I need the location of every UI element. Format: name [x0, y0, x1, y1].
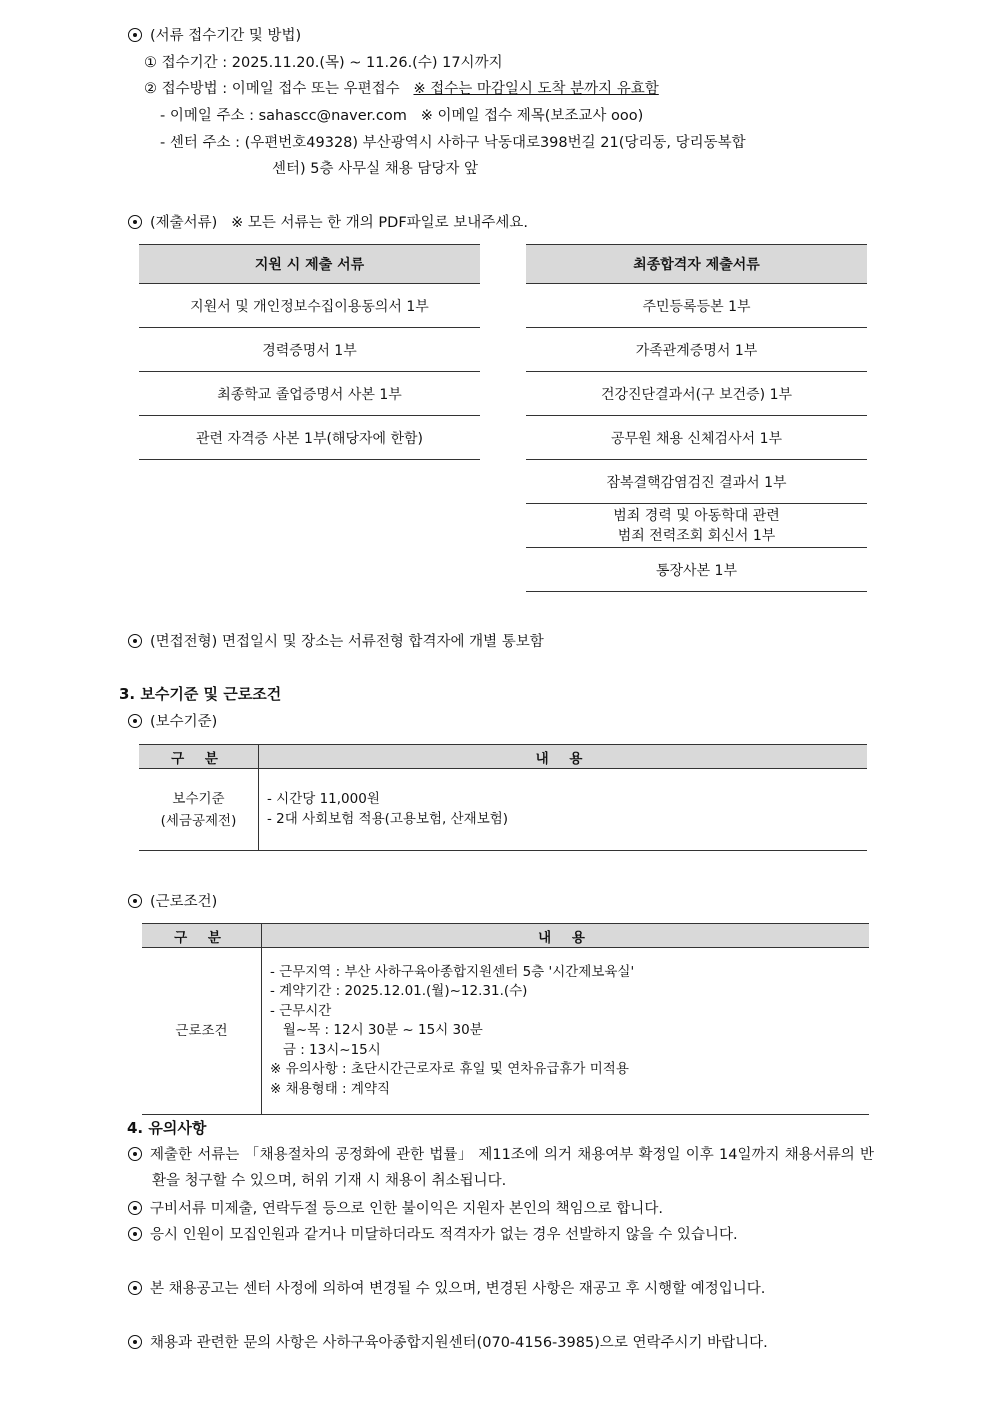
target-bullet-icon — [128, 1201, 142, 1215]
target-bullet-icon — [128, 28, 142, 42]
target-bullet-icon — [128, 894, 142, 908]
documents-header: (제출서류) ※ 모든 서류는 한 개의 PDF파일로 보내주세요. — [128, 211, 528, 232]
apply-documents-title: 지원 시 제출 서류 — [139, 245, 480, 284]
submission-method-note: ※ 접수는 마감일시 도착 분까지 유효함 — [413, 81, 659, 97]
section4-note-3: 응시 인원이 모집인원과 같거나 미달하더라도 적격자가 없는 경우 선발하지 않을 수 있습니다. — [128, 1222, 874, 1248]
section4-note-2: 구비서류 미제출, 연락두절 등으로 인한 불이익은 지원자 본인의 책임으로 합니다. — [128, 1196, 874, 1222]
table-row: 통장사본 1부 — [526, 548, 867, 592]
final-documents-table — [526, 244, 867, 592]
table-row: 가족관계증명서 1부 — [526, 328, 867, 372]
submission-address-line1: - 센터 주소 : (우편번호49328) 부산광역시 사하구 낙동대로398번길 21(당리동, 당리동복합 — [160, 135, 746, 151]
section4-note-5: 채용과 관련한 문의 사항은 사하구육아종합지원센터(070-4156-3985)으로 연락주시기 바랍니다. — [128, 1330, 874, 1356]
section4-note-4: 본 채용공고는 센터 사정에 의하여 변경될 수 있으며, 변경된 사항은 재공고 후 시행할 예정입니다. — [128, 1276, 874, 1302]
section4-title: 4. 유의사항 — [127, 1119, 207, 1137]
target-bullet-icon — [128, 634, 142, 648]
table-row: 건강진단결과서(구 보건증) 1부 — [526, 372, 867, 416]
table-row: 최종학교 졸업증명서 사본 1부 — [139, 372, 480, 416]
target-bullet-icon — [128, 1147, 142, 1161]
pay-header: (보수기준) — [128, 710, 217, 731]
table-row: 범죄 경력 및 아동학대 관련 범죄 전력조회 회신서 1부 — [526, 504, 867, 548]
submission-email: - 이메일 주소 : sahascc@naver.com ※ 이메일 접수 제목(보조교사 ooo) — [160, 108, 644, 124]
pay-table: 구 분 내 용 보수기준 (세금공제전) - 시간당 11,000원 - 2대 사회보험 적용(고용보험, 산재보험) — [139, 744, 867, 851]
target-bullet-icon — [128, 1281, 142, 1295]
work-table: 구 분 내 용 근로조건 - 근무지역 : 부산 사하구육아종합지원센터 5층 '시간제보육실' - 계약기간 : 2025.12.01.(월)~12.31.(수) - 근무시간 월~목 : 12시 30분 ~ 15시 30분 금 : 13시~15시 ※ 유의사항 : 초단시간근로자로 휴일 및 연차유급휴가 미적용 ※ 채용형태 : 계약직 — [142, 923, 869, 1115]
table-row: 관련 자격증 사본 1부(해당자에 한함) — [139, 416, 480, 460]
table-row: 지원서 및 개인정보수집이용동의서 1부 — [139, 284, 480, 328]
table-row: 주민등록등본 1부 — [526, 284, 867, 328]
table-row: 잠복결핵감염검진 결과서 1부 — [526, 460, 867, 504]
table-row: 공무원 채용 신체검사서 1부 — [526, 416, 867, 460]
apply-documents-table — [139, 244, 480, 460]
section4-note-1: 제출한 서류는 「채용절차의 공정화에 관한 법률」 제11조에 의거 채용여부 확정일 이후 14일까지 채용서류의 반환을 청구할 수 있으며, 허위 기재 시 채용이 취소됩니다. — [128, 1142, 874, 1194]
submission-period: ① 접수기간 : 2025.11.20.(목) ~ 11.26.(수) 17시까지 — [144, 55, 503, 71]
submission-header: (서류 접수기간 및 방법) — [128, 24, 301, 45]
submission-method: ② 접수방법 : 이메일 접수 또는 우편접수 ※ 접수는 마감일시 도착 분까지 유효함 — [144, 81, 659, 97]
table-row: 근로조건 - 근무지역 : 부산 사하구육아종합지원센터 5층 '시간제보육실' - 계약기간 : 2025.12.01.(월)~12.31.(수) - 근무시간 월~목 : 12시 30분 ~ 15시 30분 금 : 13시~15시 ※ 유의사항 : 초단시간근로자로 휴일 및 연차유급휴가 미적용 ※ 채용형태 : 계약직 — [142, 948, 869, 1115]
target-bullet-icon — [128, 215, 142, 229]
section3-title: 3. 보수기준 및 근로조건 — [119, 685, 282, 703]
target-bullet-icon — [128, 1227, 142, 1241]
work-header: (근로조건) — [128, 890, 217, 911]
target-bullet-icon — [128, 1335, 142, 1349]
interview-note: (면접전형) 면접일시 및 장소는 서류전형 합격자에 개별 통보함 — [128, 630, 544, 651]
submission-address-line2: 센터) 5층 사무실 채용 담당자 앞 — [272, 161, 479, 177]
table-row: 보수기준 (세금공제전) - 시간당 11,000원 - 2대 사회보험 적용(고용보험, 산재보험) — [139, 769, 867, 851]
final-documents-title: 최종합격자 제출서류 — [526, 245, 867, 284]
table-row: 경력증명서 1부 — [139, 328, 480, 372]
target-bullet-icon — [128, 714, 142, 728]
